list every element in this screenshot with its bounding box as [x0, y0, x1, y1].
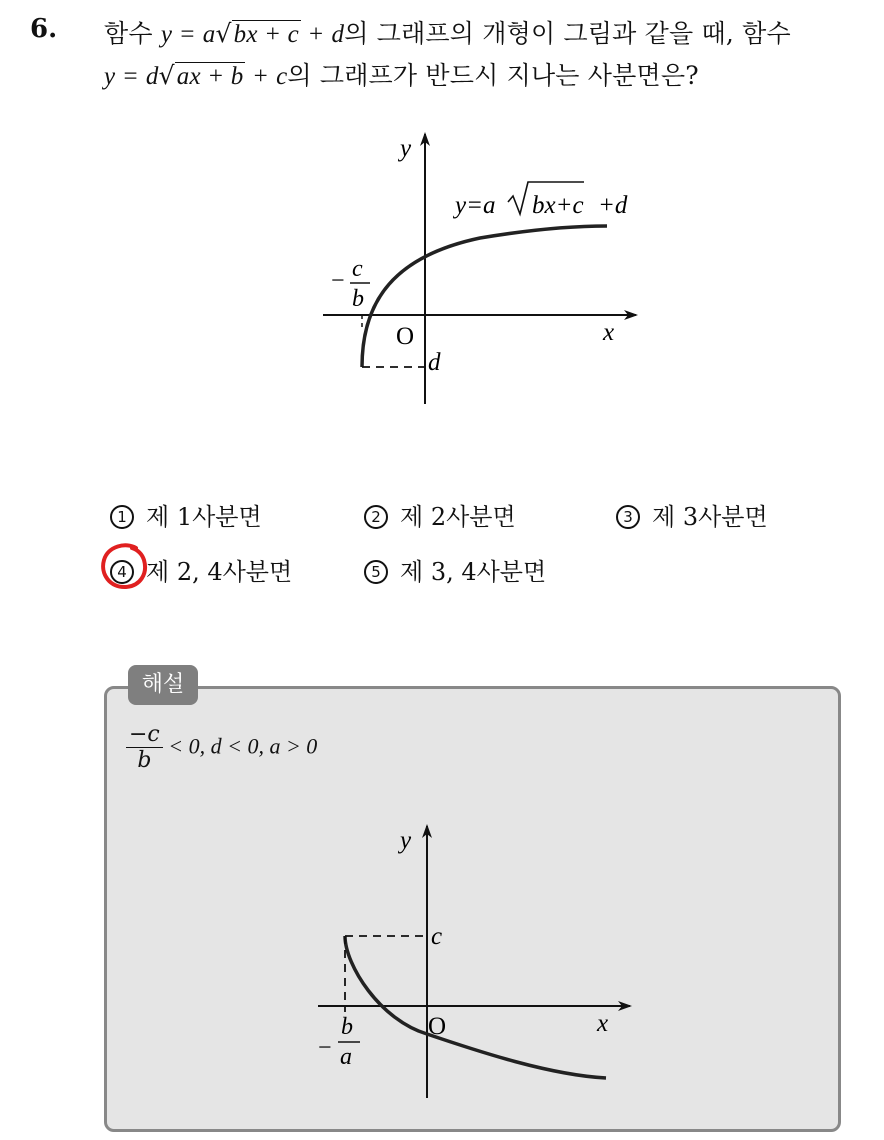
question-number: 6.: [30, 14, 58, 44]
eq2-radicand: ax + b: [176, 63, 244, 90]
choice-text-4: 제 2, 4사분면: [146, 558, 293, 586]
origin-label-2: O: [428, 1013, 447, 1040]
sqrt-icon: √: [158, 61, 175, 90]
eq2-plus: +: [253, 63, 268, 90]
curve-eq-radicand: bx+c: [532, 192, 584, 219]
choice-text-5: 제 3, 4사분면: [400, 558, 547, 586]
d-label: d: [428, 349, 441, 376]
eq2-sign: =: [123, 63, 138, 90]
choice-mark-1: 1: [110, 505, 134, 529]
eq2-lhs: y: [104, 63, 116, 90]
choice-mark-5: 5: [364, 560, 388, 584]
eq1-const: d: [331, 21, 345, 48]
solution-tag: 해설: [128, 665, 198, 705]
choice-mark-2: 2: [364, 505, 388, 529]
question-prefix: 함수: [104, 19, 153, 48]
choice-mark-4: 4: [110, 560, 134, 584]
c-label: c: [431, 923, 443, 950]
eq1-plus: +: [309, 21, 324, 48]
eq1-sign: =: [180, 21, 195, 48]
start-label-sign: −: [331, 268, 345, 294]
x-axis-label-2: x: [597, 1010, 609, 1037]
choice-text-2: 제 2사분면: [400, 503, 516, 531]
condition-rest: < 0, d < 0, a > 0: [162, 733, 318, 759]
start-label-num-2: b: [341, 1014, 353, 1040]
origin-label: O: [396, 323, 415, 350]
start-label-den-2: a: [340, 1044, 352, 1070]
question-line1-suffix: 의 그래프의 개형이 그림과 같을 때, 함수: [344, 19, 791, 48]
start-label-sign-2: −: [318, 1035, 332, 1061]
eq2-const: c: [276, 63, 288, 90]
choice-mark-3: 3: [616, 505, 640, 529]
condition-fraction-den: b: [137, 748, 152, 773]
choice-text-3: 제 3사분면: [652, 503, 768, 531]
eq1-radicand: bx + c: [233, 21, 299, 48]
question-line2-suffix: 의 그래프가 반드시 지나는 사분면은?: [287, 61, 699, 90]
eq2-coef: d: [145, 63, 159, 90]
curve-eq-prefix: y=a: [455, 192, 496, 219]
y-axis-label: y: [400, 135, 412, 162]
x-axis-label: x: [603, 319, 615, 346]
y-axis-label-2: y: [400, 827, 412, 854]
start-label-num: c: [352, 256, 363, 282]
curve-eq-suffix: +d: [598, 192, 628, 219]
start-label-den: b: [352, 286, 364, 312]
eq1-lhs: y: [160, 21, 173, 48]
condition-fraction-num: −c: [126, 722, 163, 748]
eq1-coef: a: [202, 21, 216, 48]
sqrt-icon: √: [215, 19, 232, 48]
choice-text-1: 제 1사분면: [146, 503, 262, 531]
